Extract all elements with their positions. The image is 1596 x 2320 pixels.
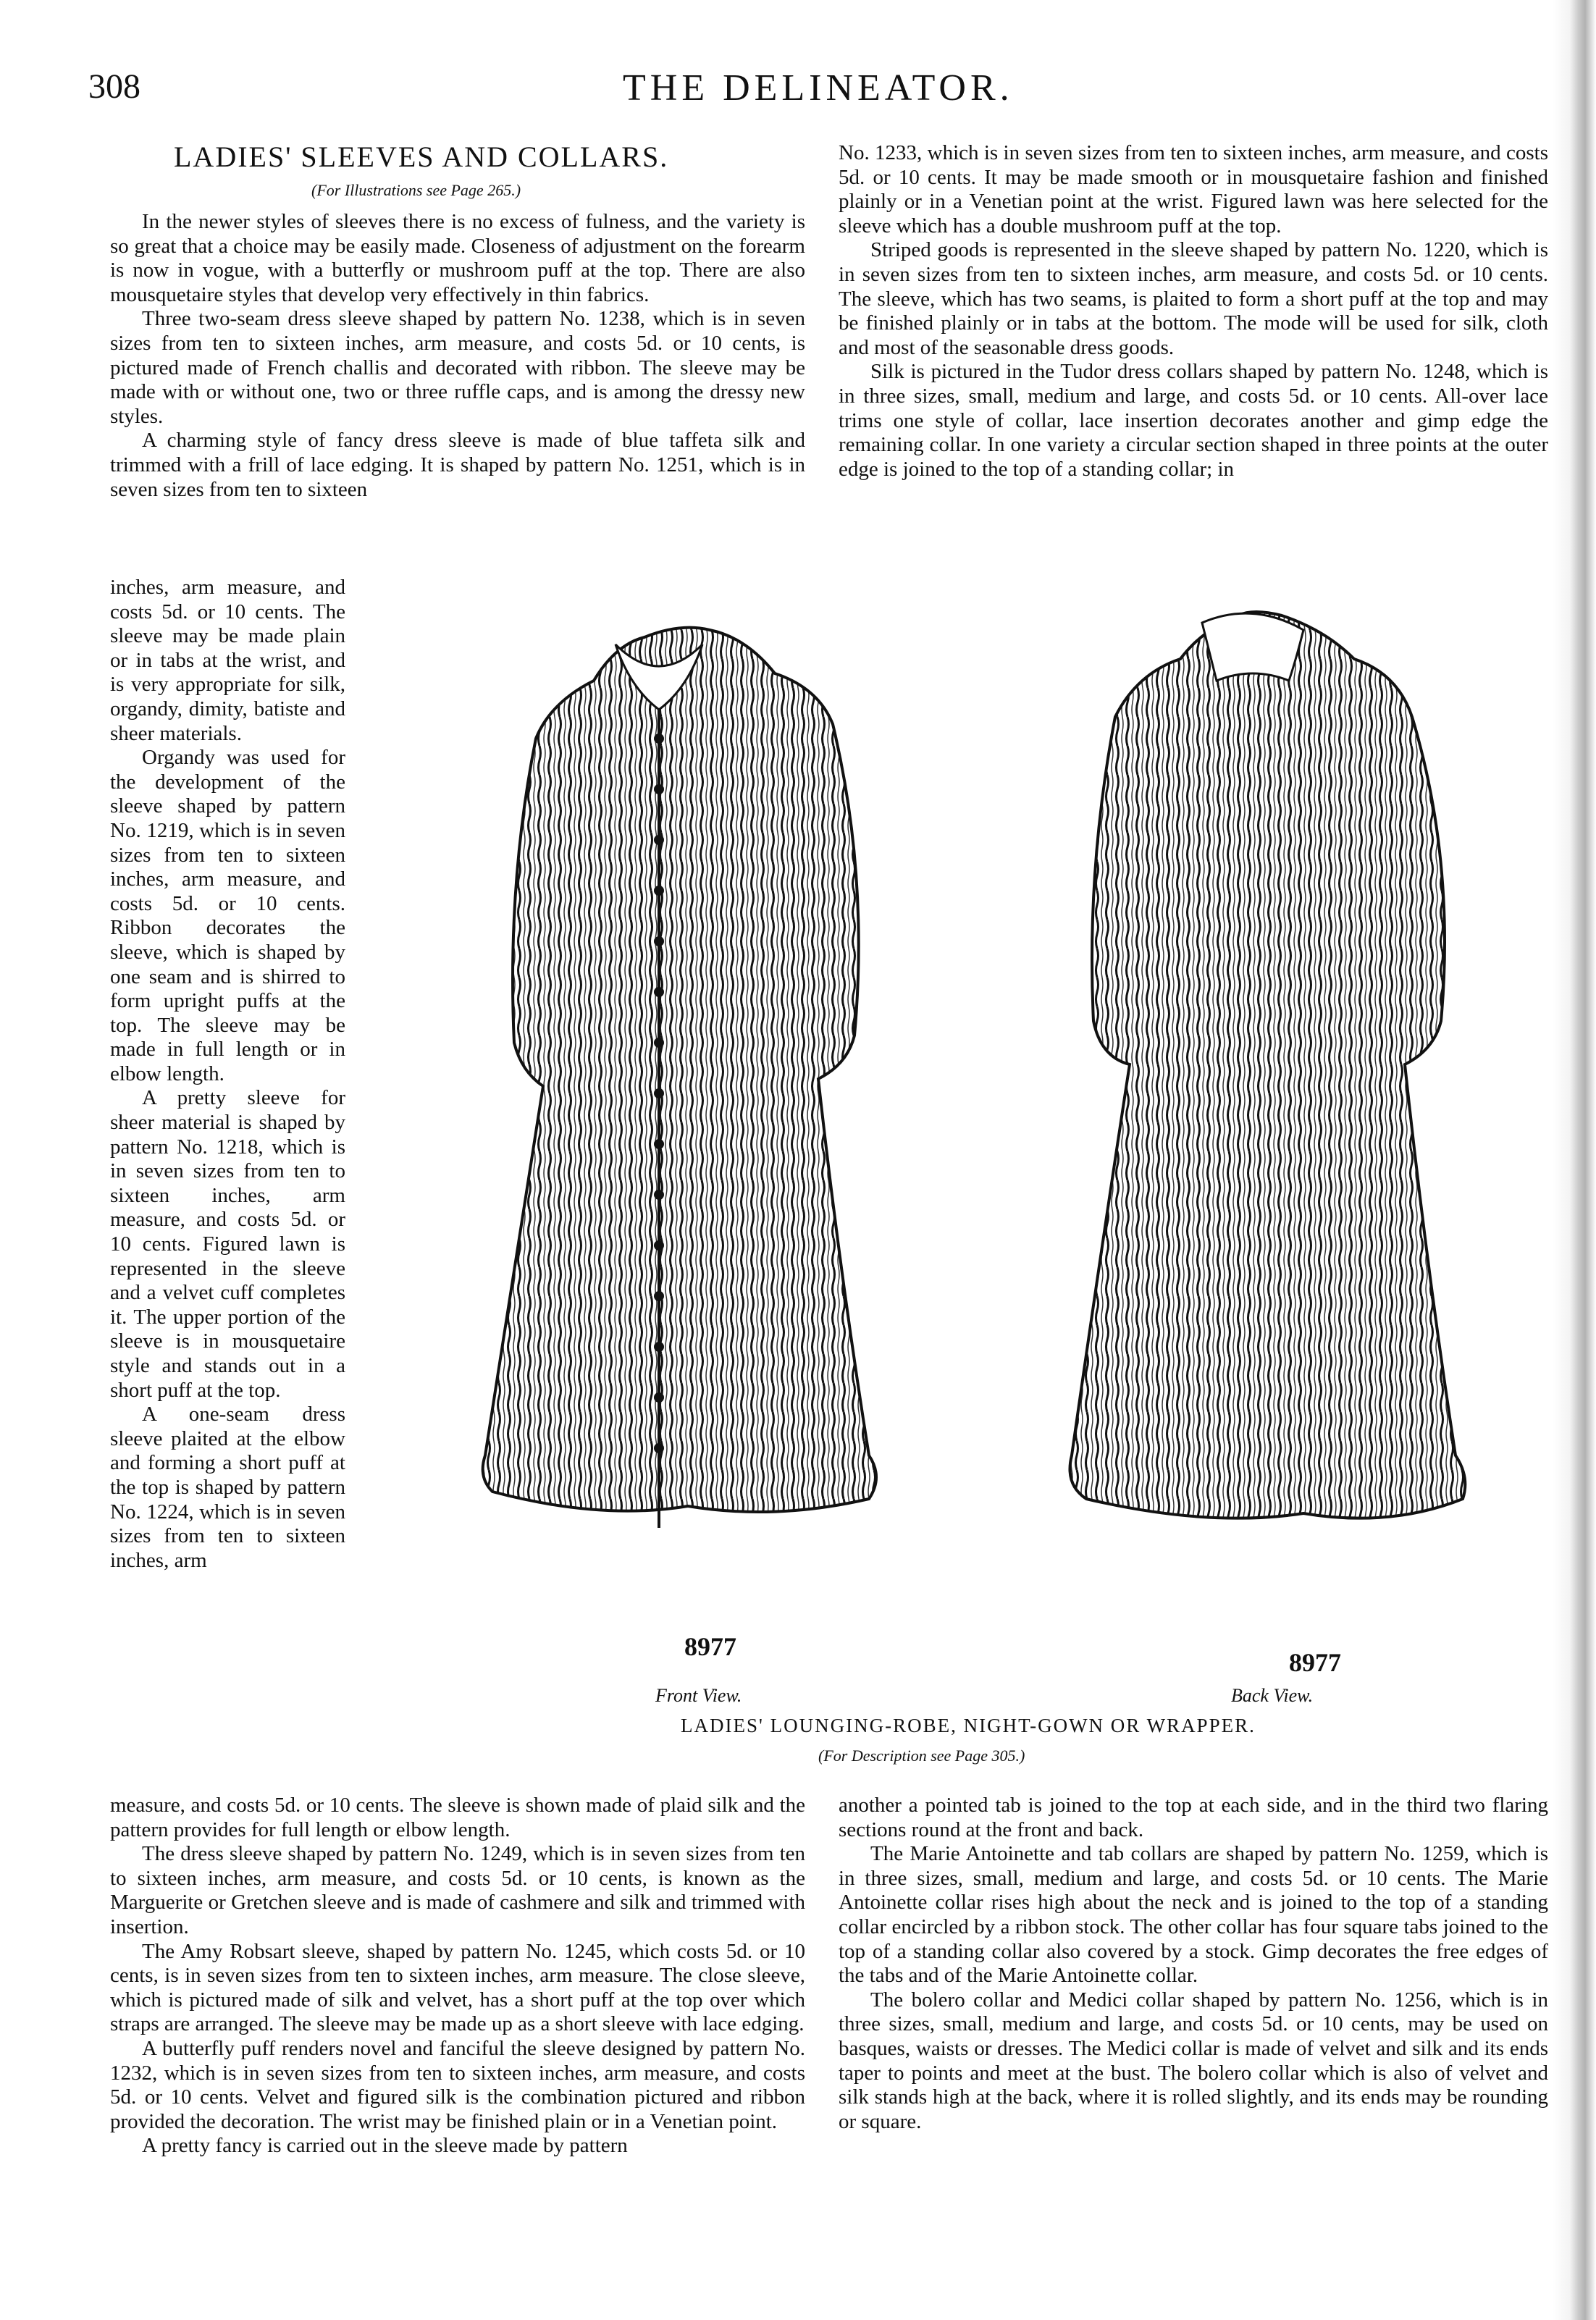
article-title: LADIES' SLEEVES AND COLLARS. bbox=[174, 140, 669, 173]
paragraph: The Marie Antoinette and tab collars are shaped by pattern No. 1259, which is in three sizes, small, medium and large, and costs 5d. or 10 cents. The Marie Antoinette collar rises high about the neck and is joined to the top of a standing collar encircled by a ribbon stock. The other collar has four square tabs joined to the top of a standing collar also covered by a stock. Gimp decorates the free edges of the tabs and of the Marie Antoinette collar. bbox=[839, 1842, 1548, 1988]
masthead-title: THE DELINEATOR. bbox=[623, 67, 1014, 109]
page-gutter-edge bbox=[1553, 0, 1596, 2320]
figure-reference: (For Description see Page 305.) bbox=[818, 1747, 1025, 1765]
paragraph: No. 1233, which is in seven sizes from ten to sixteen inches, arm measure, and costs 5d. or 10 cents. It may be made smooth or in mousquetaire fashion and finished plainly or in a Venetian point at the wrist. Figured lawn was here selected for the sleeve which has a double mushroom puff at the top. bbox=[839, 141, 1548, 238]
paragraph: Organdy was used for the development of the sleeve shaped by pattern No. 1219, which is in seven sizes from ten to sixteen inches, arm measure, and costs 5d. or 10 cents. Ribbon decorates the sleeve, which is shaped by one seam and is shirred to form upright puffs at the top. The sleeve may be made in full length or in elbow length. bbox=[110, 746, 345, 1085]
paragraph: The bolero collar and Medici collar shaped by pattern No. 1256, which is in three sizes, small, medium and large, and costs 5d. or 10 cents, may be used on basques, waists or dresses. The Medici collar is made of velvet and silk and its ends taper to points and meet at the bust. The bolero collar which is also of velvet and silk stands high at the back, where it is rolled slightly, and its ends may be rounding or square. bbox=[839, 1988, 1548, 2133]
article-reference: (For Illustrations see Page 265.) bbox=[311, 181, 521, 199]
robe-back-view bbox=[1070, 612, 1466, 1518]
paragraph: inches, arm measure, and costs 5d. or 10 cents. The sleeve may be made plain or in tabs at the wrist, and is very appropriate for silk, organdy, dimity, batiste and sheer materials. bbox=[110, 576, 345, 745]
paragraph: A charming style of fancy dress sleeve is made of blue taffeta silk and trimmed with a frill of lace edging. It is shaped by pattern No. 1251, which is in seven sizes from ten to sixteen bbox=[110, 429, 805, 501]
paragraph: Striped goods is represented in the sleeve shaped by pattern No. 1220, which is in seven sizes from ten to sixteen inches, arm measure, and costs 5d. or 10 cents. The sleeve, which has two seams, is plaited to form a short puff at the top and may be finished plainly or in tabs at the bottom. The mode will be used for silk, cloth and most of the seasonable dress goods. bbox=[839, 238, 1548, 359]
left-column-narrow bbox=[110, 576, 345, 1573]
left-column-top bbox=[110, 210, 805, 502]
paragraph: another a pointed tab is joined to the top at each side, and in the third two flaring sections round at the front and back. bbox=[839, 1794, 1548, 1841]
robe-front-view bbox=[483, 628, 876, 1528]
paragraph: measure, and costs 5d. or 10 cents. The sleeve is shown made of plaid silk and the pattern provides for full length or elbow length. bbox=[110, 1794, 805, 1841]
paragraph: The dress sleeve shaped by pattern No. 1249, which is in seven sizes from ten to sixteen inches, arm measure, and costs 5d. or 10 cents, is known as the Marguerite or Gretchen sleeve and is made of cashmere and silk and trimmed with insertion. bbox=[110, 1842, 805, 1938]
paragraph: The Amy Robsart sleeve, shaped by pattern No. 1245, which costs 5d. or 10 cents, is in seven sizes from ten to sixteen inches, arm measure. The close sleeve, which is pictured made of silk and velvet, has a short puff at the top over which straps are arranged. The sleeve may be made up as a short sleeve with lace edging. bbox=[110, 1939, 805, 2036]
paragraph: Three two-seam dress sleeve shaped by pattern No. 1238, which is in seven sizes from ten to sixteen inches, arm measure, and costs 5d. or 10 cents, is pictured made of French challis and decorated with ribbon. The sleeve may be made with or without one, two or three ruffle caps, and is among the dressy new styles. bbox=[110, 307, 805, 428]
paragraph: A pretty fancy is carried out in the sleeve made by pattern bbox=[142, 2134, 628, 2158]
paragraph: In the newer styles of sleeves there is no excess of fulness, and the variety is so great that a choice may be easily made. Closeness of adjustment on the forearm is now in vogue, with a butterfly or mushroom puff at the top. There are also mousquetaire styles that develop very effectively in thin fabrics. bbox=[110, 210, 805, 306]
figure-number-front: 8977 bbox=[684, 1632, 736, 1661]
back-view-label: Back View. bbox=[1231, 1685, 1314, 1706]
right-column-top bbox=[839, 141, 1548, 482]
paragraph: A pretty sleeve for sheer material is shaped by pattern No. 1218, which is in seven sizes from ten to sixteen inches, arm measure, and costs 5d. or 10 cents. Figured lawn is represented in the sleeve and a velvet cuff completes it. The upper portion of the sleeve is in mousquetaire style and stands out in a short puff at the top. bbox=[110, 1086, 345, 1402]
page-number: 308 bbox=[88, 67, 140, 106]
figure-number-back: 8977 bbox=[1289, 1648, 1341, 1677]
paragraph: Silk is pictured in the Tudor dress collars shaped by pattern No. 1248, which is in three sizes, small, medium and large, and costs 5d. or 10 cents. All-over lace trims one style of collar, lace insertion decorates another and gimp edge the remaining collar. In one variety a circular section shaped in three points at the outer edge is joined to the top of a standing collar; in bbox=[839, 360, 1548, 481]
left-column-bottom bbox=[110, 1794, 805, 2159]
paragraph: A one-seam dress sleeve plaited at the elbow and forming a short puff at the top is shaped by pattern No. 1224, which is in seven sizes from ten to sixteen inches, arm bbox=[110, 1403, 345, 1572]
front-view-label: Front View. bbox=[655, 1685, 742, 1706]
robe-illustration bbox=[406, 601, 1557, 1658]
right-column-bottom bbox=[839, 1794, 1548, 2134]
paragraph: A butterfly puff renders novel and fanciful the sleeve designed by pattern No. 1232, which is in seven sizes from ten to sixteen inches, arm measure, and costs 5d. or 10 cents. Velvet and figured silk is the combination pictured and ribbon provided the decoration. The wrist may be finished plain or in a Venetian point. bbox=[110, 2036, 805, 2133]
figure-caption: LADIES' LOUNGING-ROBE, NIGHT-GOWN OR WRAPPER. bbox=[681, 1715, 1256, 1736]
